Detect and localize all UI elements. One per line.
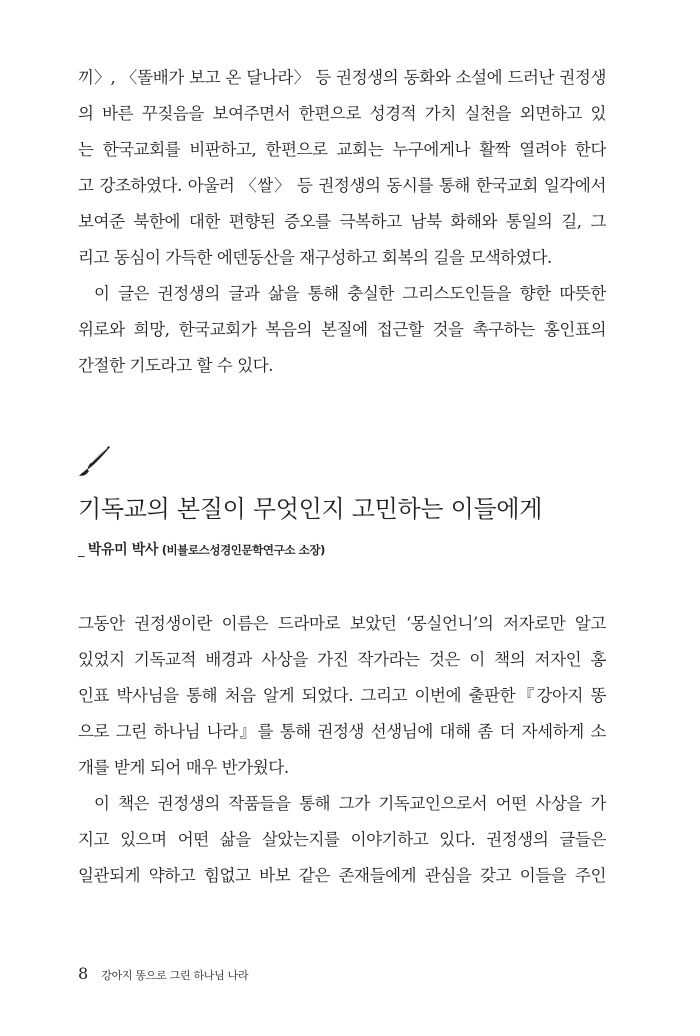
endorsement-text: [78, 606, 606, 894]
text-line: 이 글은 권정생의 글과 삶을 통해 충실한 그리스도인들을 향한 따뜻한: [94, 284, 606, 303]
text-line: 있었지 기독교적 배경과 사상을 가진 작가라는 것은 이 책의 저자인 홍: [78, 650, 606, 669]
text-line: 리고 동심이 가득한 에덴동산을 재구성하고 회복의 길을 모색하였다.: [78, 248, 552, 267]
section-title: 기독교의 본질이 무엇인지 고민하는 이들에게: [78, 495, 543, 523]
text-line: 고 강조하였다. 아울러 〈쌀〉 등 권정생의 동시를 통해 한국교회 일각에서: [78, 176, 606, 195]
running-title: 강아지 똥으로 그린 하나님 나라: [101, 969, 249, 982]
byline-prefix: _: [78, 543, 88, 558]
text-line: 그동안 권정생이란 이름은 드라마로 보았던 ‘몽실언니’의 저자로만 알고: [78, 614, 606, 633]
text-line: 으로 그린 하나님 나라』를 통해 권정생 선생님에 대해 좀 더 자세하게 소: [78, 722, 606, 741]
text-line: 는 한국교회를 비판하고, 한편으로 교회는 누구에게나 활짝 열려야 한다: [78, 140, 606, 159]
text-line: 의 바른 꾸짖음을 보여주면서 한편으로 성경적 가치 실천을 외면하고 있: [78, 104, 606, 123]
text-line: 보여준 북한에 대한 편향된 증오를 극복하고 남북 화해와 통일의 길, 그: [78, 212, 606, 231]
author-affiliation: (비블로스성경인문학연구소 소장): [161, 543, 325, 557]
text-line: 지고 있으며 어떤 삶을 살았는지를 이야기하고 있다. 권정생의 글들은: [78, 830, 606, 849]
byline: [78, 540, 325, 561]
page-number: 8: [78, 964, 89, 983]
page-footer: [78, 964, 248, 986]
text-line: 위로와 희망, 한국교회가 복음의 본질에 접근할 것을 촉구하는 홍인표의: [78, 320, 606, 339]
text-line: 이 책은 권정생의 작품들을 통해 그가 기독교인으로서 어떤 사상을 가: [94, 794, 606, 813]
text-line: 끼〉, 〈똘배가 보고 온 달나라〉 등 권정생의 동화와 소설에 드러난 권정생: [78, 68, 606, 87]
text-line: 간절한 기도라고 할 수 있다.: [78, 356, 274, 375]
author-name: 박유미 박사: [87, 542, 158, 558]
body-text-continued: [78, 60, 606, 384]
pen-nib-icon: [78, 444, 112, 478]
text-line: 일관되게 약하고 힘없고 바보 같은 존재들에게 관심을 갖고 이들을 주인: [78, 866, 606, 885]
text-line: 개를 받게 되어 매우 반가웠다.: [78, 758, 289, 777]
text-line: 인표 박사님을 통해 처음 알게 되었다. 그리고 이번에 출판한『강아지 똥: [78, 686, 606, 705]
